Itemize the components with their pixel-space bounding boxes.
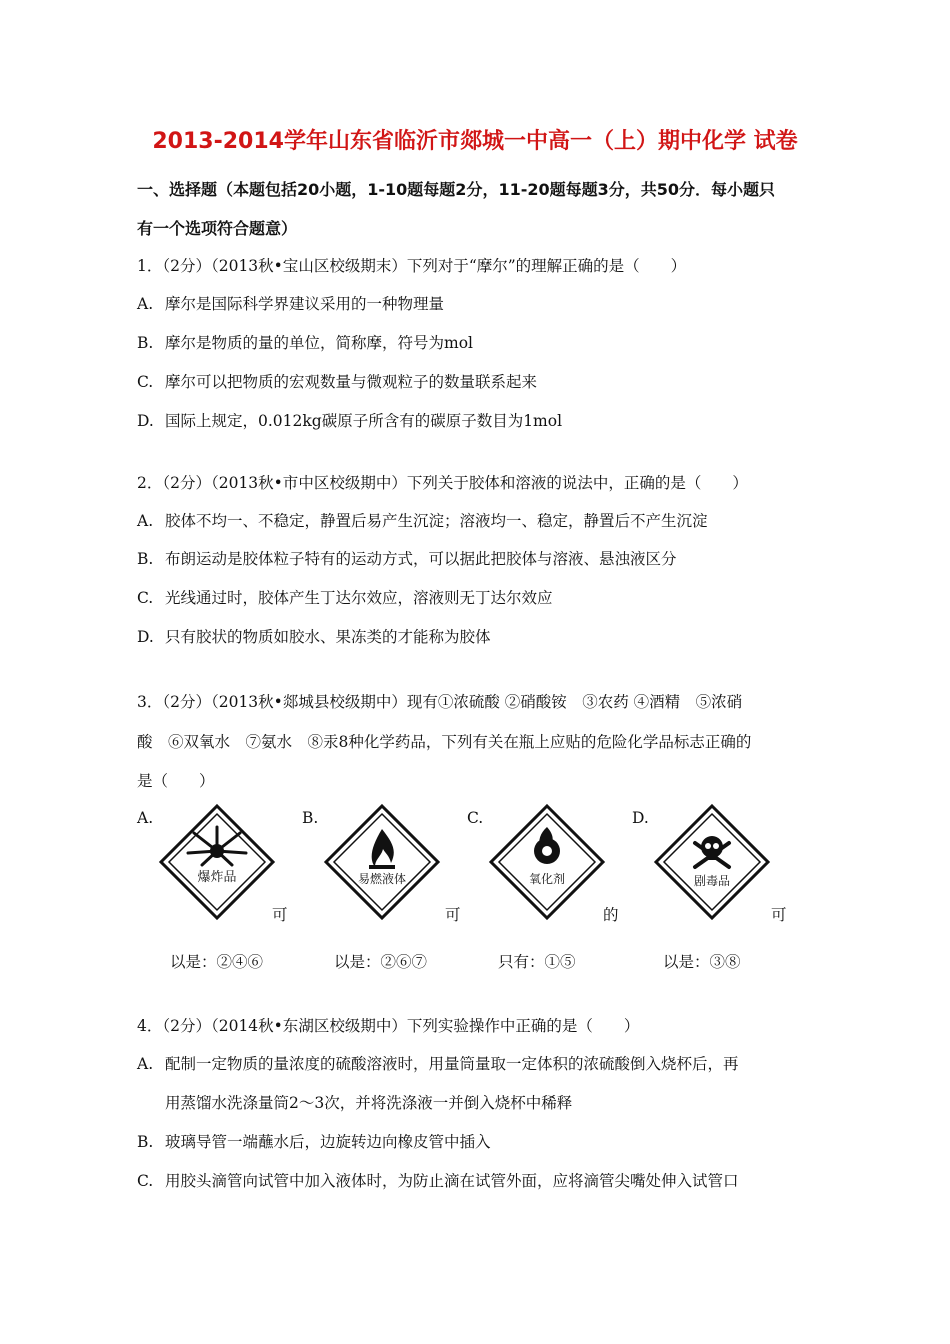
option-text: 光线通过时，胶体产生丁达尔效应，溶液则无丁达尔效应 <box>165 589 553 607</box>
option-text: 玻璃导管一端蘸水后，边旋转边向橡皮管中插入 <box>165 1133 491 1151</box>
question-2-option-c[interactable] <box>137 586 553 608</box>
option-text: 摩尔是国际科学界建议采用的一种物理量 <box>165 295 445 313</box>
question-3-stem-line3: 是（ ） <box>137 772 215 790</box>
oxidizer-icon <box>488 803 606 921</box>
option-label: B. <box>137 550 154 568</box>
question-4-option-a-continued: 用蒸馏水洗涤量筒2～3次，并将洗涤液一并倒入烧杯中稀释 <box>165 1094 573 1112</box>
question-3-stem-line2: 酸 ⑥双氧水 ⑦氨水 ⑧汞8种化学药品，下列有关在瓶上应贴的危险化学品标志正确的 <box>137 733 752 751</box>
question-1-option-c[interactable] <box>137 370 537 392</box>
option-text: 摩尔是物质的量的单位，简称摩，符号为mol <box>165 334 473 352</box>
question-2-stem: 2．（2分）（2013秋•市中区校级期中）下列关于胶体和溶液的说法中，正确的是（ ） <box>137 474 748 492</box>
question-3-option-b-label[interactable]: B. <box>302 809 319 827</box>
option-text: 用胶头滴管向试管中加入液体时，为防止滴在试管外面，应将滴管尖嘴处伸入试管口 <box>165 1172 739 1190</box>
question-4-option-b[interactable] <box>137 1130 491 1152</box>
page-title: 2013-2014学年山东省临沂市郯城一中高一（上）期中化学 试卷 <box>152 129 798 154</box>
svg-text:爆炸品: 爆炸品 <box>197 870 237 885</box>
option-b-trailing-char: 可 <box>445 906 461 924</box>
flammable-liquid-hazard-sign[interactable] <box>323 803 441 921</box>
flame-icon <box>323 803 441 921</box>
option-text: 国际上规定，0.012kg碳原子所含有的碳原子数目为1mol <box>165 412 563 430</box>
option-label: B. <box>137 1133 154 1151</box>
question-3-option-d-label[interactable]: D. <box>632 809 649 827</box>
option-label: A. <box>137 512 154 530</box>
question-1-option-b[interactable] <box>137 331 473 353</box>
question-1-stem: 1．（2分）（2013秋•宝山区校级期末）下列对于“摩尔”的理解正确的是（ ） <box>137 257 687 275</box>
question-3-option-a-label[interactable]: A. <box>137 809 154 827</box>
option-label: D. <box>137 628 154 646</box>
option-c-answer: 只有：①⑤ <box>498 953 576 971</box>
option-d-trailing-char: 可 <box>771 906 787 924</box>
svg-text:剧毒品: 剧毒品 <box>693 874 731 888</box>
question-1-option-d[interactable] <box>137 409 562 431</box>
option-d-answer: 以是：③⑧ <box>663 953 741 971</box>
option-a-trailing-char: 可 <box>272 906 288 924</box>
oxidizer-hazard-sign[interactable] <box>488 803 606 921</box>
section-heading-line2: 有一个选项符合题意） <box>137 219 298 238</box>
question-1-option-a[interactable] <box>137 292 444 314</box>
option-label: D. <box>137 412 154 430</box>
question-2-option-d[interactable] <box>137 625 491 647</box>
svg-text:易燃液体: 易燃液体 <box>357 872 407 886</box>
explosive-icon <box>158 803 276 921</box>
question-4-stem: 4．（2分）（2014秋•东湖区校级期中）下列实验操作中正确的是（ ） <box>137 1017 640 1035</box>
skull-icon <box>653 803 771 921</box>
question-3-option-c-label[interactable]: C. <box>467 809 484 827</box>
option-text: 配制一定物质的量浓度的硫酸溶液时，用量筒量取一定体积的浓硫酸倒入烧杯后，再 <box>165 1055 739 1073</box>
option-label: A. <box>137 1055 154 1073</box>
option-label: C. <box>137 373 154 391</box>
toxic-hazard-sign[interactable] <box>653 803 771 921</box>
option-label: C. <box>137 1172 154 1190</box>
option-text: 只有胶状的物质如胶水、果冻类的才能称为胶体 <box>165 628 491 646</box>
option-label: A. <box>137 295 154 313</box>
option-b-answer: 以是：②⑥⑦ <box>334 953 428 971</box>
option-a-answer: 以是：②④⑥ <box>170 953 264 971</box>
option-text: 摩尔可以把物质的宏观数量与微观粒子的数量联系起来 <box>165 373 538 391</box>
option-text: 胶体不均一、不稳定，静置后易产生沉淀；溶液均一、稳定，静置后不产生沉淀 <box>165 512 708 530</box>
question-2-option-b[interactable] <box>137 547 677 569</box>
question-4-option-c[interactable] <box>137 1169 739 1191</box>
question-2-option-a[interactable] <box>137 509 708 531</box>
option-text: 布朗运动是胶体粒子特有的运动方式，可以据此把胶体与溶液、悬浊液区分 <box>165 550 677 568</box>
option-c-trailing-char: 的 <box>603 906 619 924</box>
question-3-stem-line1: 3．（2分）（2013秋•郯城县校级期中）现有①浓硫酸 ②硝酸铵 ③农药 ④酒精 ⑤浓硝 <box>137 693 743 711</box>
svg-text:氧化剂: 氧化剂 <box>528 872 566 886</box>
section-heading-line1: 一、选择题（本题包括20小题，1-10题每题2分，11-20题每题3分，共50分．每小题只 <box>137 180 776 199</box>
option-label: B. <box>137 334 154 352</box>
explosive-hazard-sign[interactable] <box>158 803 276 921</box>
question-4-option-a[interactable] <box>137 1052 739 1074</box>
option-label: C. <box>137 589 154 607</box>
